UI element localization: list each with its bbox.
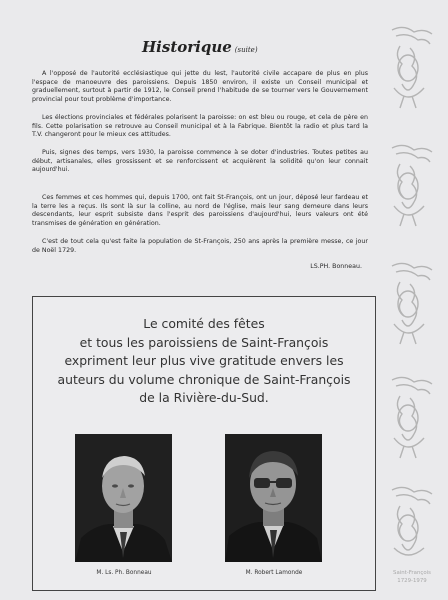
section-heading — [142, 37, 258, 56]
footer-years: 1729-1979 — [397, 577, 427, 584]
paragraph: Puis, signes des temps, vers 1930, la paroisse commence à se doter d'industries. Toutes petites au début, artisanales, elles grossissent et se renforcissent et acquièrent la solidité qu'on leur connait aujourd'hui. — [32, 148, 368, 174]
paragraph: Les élections provinciales et fédérales polarisent la paroisse: on est bleu ou rouge, et cela de père en fils. Cette polarisation se retrouve au Conseil municipal et à la Fabrique. Bientôt la radio et plus tard la T.V. changeront pour le mieux ces attitudes. — [32, 113, 368, 139]
paragraph: C'est de tout cela qu'est faite la population de St-François, 250 ans après la première messe, ce jour de Noël 1729. — [32, 237, 368, 254]
acknowledgement-line: expriment leur plus vive gratitude envers les — [64, 353, 344, 368]
article-body — [32, 70, 368, 264]
author-signature: LS.PH. Bonneau. — [310, 263, 362, 270]
portrait-caption: M. Robert Lamonde — [245, 570, 303, 576]
heading-suite: (suite) — [234, 46, 258, 54]
acknowledgement-line: de la Rivière-du-Sud. — [139, 390, 269, 405]
coat-of-arms-emblem — [384, 258, 436, 348]
acknowledgement-box — [32, 296, 376, 591]
portrait-photo — [225, 434, 322, 562]
acknowledgement-line: et tous les paroissiens de Saint-François — [79, 334, 329, 350]
coat-of-arms-emblem — [384, 372, 436, 462]
coat-of-arms-emblem — [384, 22, 436, 112]
coat-of-arms-emblem — [384, 482, 436, 568]
footer-parish-name: Saint-François — [393, 570, 431, 576]
acknowledgement-line: Le comité des fêtes — [143, 316, 265, 331]
portrait-caption: M. Ls. Ph. Bonneau — [96, 570, 152, 576]
portrait-photo — [75, 434, 172, 562]
coat-of-arms-emblem — [384, 140, 436, 230]
acknowledgement-line: auteurs du volume chronique de Saint-François — [57, 371, 351, 387]
paragraph: Ces femmes et ces hommes qui, depuis 1700, ont fait St-François, ont un jour, déposé leur fardeau et la terre les a reçus. Ils sont là sur la colline, au nord de l'église, mais leur sang demeure dans leurs descendants, leur esprit subsiste dans l'esprit des paroissiens d'aujourd'hui, leurs valeurs ont été transmises de génération en génération. — [32, 194, 368, 228]
footer-note — [388, 570, 436, 585]
paragraph: A l'opposé de l'autorité ecclésiastique qui jette du lest, l'autorité civile accapare de plus en plus l'espace de manoeuvre des paroissiens. Depuis 1850 environ, il existe un Conseil municipal et graduellement, surtout à partir de 1912, le Conseil prend l'habitude de se tourner vers le Gouvernement provincial pour tout problème d'importance. — [32, 70, 368, 104]
acknowledgement-text — [33, 315, 375, 408]
heading-title: Historique — [142, 38, 232, 56]
